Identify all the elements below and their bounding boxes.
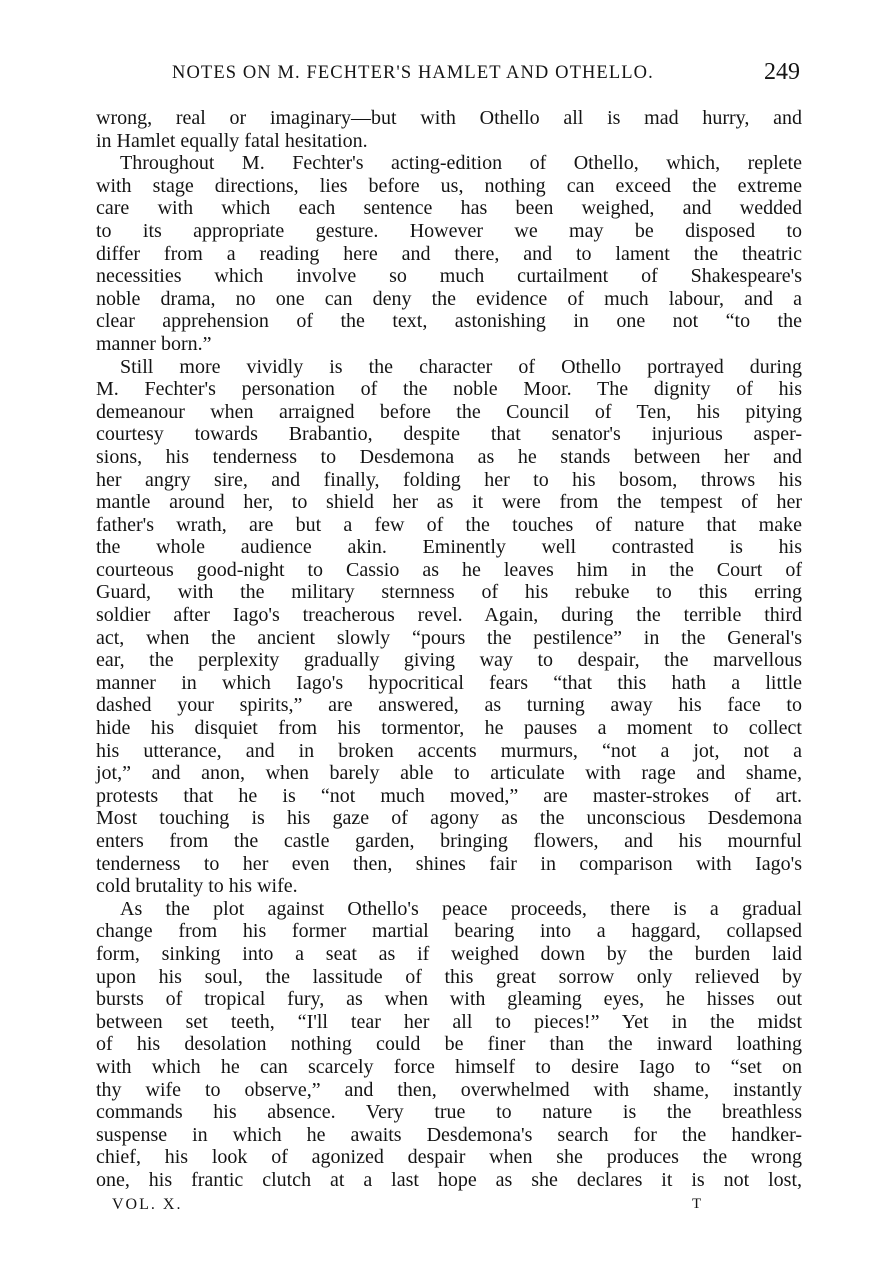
sheet-signature: T <box>692 1196 702 1212</box>
text-line: care with which each sentence has been weighed, and wedded <box>96 197 802 220</box>
page-number: 249 <box>764 59 800 85</box>
text-line: act, when the ancient slowly “pours the pestilence” in the General's <box>96 626 802 649</box>
text-line: courtesy towards Brabantio, despite that senator's injurious asper- <box>96 423 802 446</box>
paragraph-start-line: Throughout M. Fechter's acting-edition of Othello, which, replete <box>120 152 802 175</box>
text-line: cold brutality to his wife. <box>96 875 298 898</box>
text-line: demeanour when arraigned before the Council of Ten, his pitying <box>96 400 802 423</box>
text-line: suspense in which he awaits Desdemona's search for the handker- <box>96 1123 802 1146</box>
text-line: jot,” and anon, when barely able to articulate with rage and shame, <box>96 762 802 785</box>
body-text <box>96 107 802 1192</box>
page-footer <box>96 1196 802 1220</box>
text-line: manner in which Iago's hypocritical fears “that this hath a little <box>96 671 802 694</box>
text-line: differ from a reading here and there, and to lament the theatric <box>96 242 802 265</box>
text-line: ear, the perplexity gradually giving way to despair, the marvellous <box>96 649 802 672</box>
text-line: dashed your spirits,” are answered, as turning away his face to <box>96 694 802 717</box>
text-line: with which he can scarcely force himself to desire Iago to “set on <box>96 1055 802 1078</box>
text-line: sions, his tenderness to Desdemona as he stands between her and <box>96 445 802 468</box>
text-line: to its appropriate gesture. However we may be disposed to <box>96 219 802 242</box>
text-line: hide his disquiet from his tormentor, he pauses a moment to collect <box>96 717 802 740</box>
text-line: commands his absence. Very true to nature is the breathless <box>96 1101 802 1124</box>
text-line: courteous good-night to Cassio as he leaves him in the Court of <box>96 558 802 581</box>
text-line: wrong, real or imaginary—but with Othello all is mad hurry, and <box>96 107 802 129</box>
text-line: bursts of tropical fury, as when with gleaming eyes, he hisses out <box>96 988 802 1011</box>
paragraph-start-line: Still more vividly is the character of Othello portrayed during <box>120 355 802 378</box>
volume-signature: VOL. X. <box>112 1196 183 1213</box>
text-line: necessities which involve so much curtailment of Shakespeare's <box>96 265 802 288</box>
text-line: clear apprehension of the text, astonishing in one not “to the <box>96 310 802 333</box>
text-line: in Hamlet equally fatal hesitation. <box>96 129 368 152</box>
text-line: the whole audience akin. Eminently well contrasted is his <box>96 536 802 559</box>
text-line: enters from the castle garden, bringing flowers, and his mournful <box>96 830 802 852</box>
running-title: NOTES ON M. FECHTER'S HAMLET AND OTHELLO. <box>172 63 654 83</box>
text-line: protests that he is “not much moved,” are master-strokes of art. <box>96 784 802 807</box>
text-line: upon his soul, the lassitude of this great sorrow only relieved by <box>96 965 802 988</box>
text-line: change from his former martial bearing into a haggard, collapsed <box>96 920 802 943</box>
text-line: tenderness to her even then, shines fair in comparison with Iago's <box>96 852 802 875</box>
text-line: Most touching is his gaze of agony as the unconscious Desdemona <box>96 807 802 830</box>
text-line: of his desolation nothing could be finer than the inward loathing <box>96 1033 802 1056</box>
text-line: soldier after Iago's treacherous revel. Again, during the terrible third <box>96 604 802 627</box>
text-line: with stage directions, lies before us, nothing can exceed the extreme <box>96 174 802 197</box>
running-head <box>172 60 812 90</box>
text-line: manner born.” <box>96 332 212 355</box>
text-line: one, his frantic clutch at a last hope as she declares it is not lost, <box>96 1168 802 1191</box>
text-line: between set teeth, “I'll tear her all to pieces!” Yet in the midst <box>96 1010 802 1033</box>
text-line: mantle around her, to shield her as it were from the tempest of her <box>96 491 802 514</box>
text-line: chief, his look of agonized despair when she produces the wrong <box>96 1146 802 1169</box>
text-line: father's wrath, are but a few of the touches of nature that make <box>96 513 802 536</box>
text-line: her angry sire, and finally, folding her to his bosom, throws his <box>96 468 802 491</box>
text-line: noble drama, no one can deny the evidence of much labour, and a <box>96 287 802 310</box>
text-line: M. Fechter's personation of the noble Moor. The dignity of his <box>96 378 802 401</box>
text-line: thy wife to observe,” and then, overwhelmed with shame, instantly <box>96 1078 802 1101</box>
paragraph-start-line: As the plot against Othello's peace proceeds, there is a gradual <box>120 897 802 920</box>
text-line: form, sinking into a seat as if weighed down by the burden laid <box>96 942 802 965</box>
text-line: Guard, with the military sternness of his rebuke to this erring <box>96 581 802 604</box>
text-line: his utterance, and in broken accents murmurs, “not a jot, not a <box>96 739 802 762</box>
